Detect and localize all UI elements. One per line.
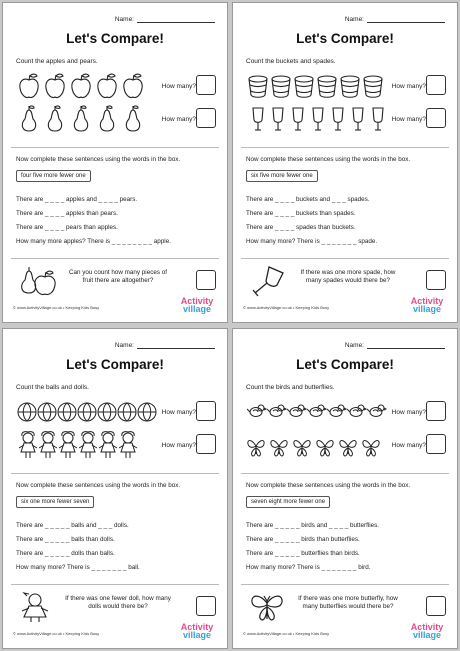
answer-box[interactable]: [196, 75, 216, 95]
worksheet-buckets-spades: [232, 2, 458, 323]
answer-box[interactable]: [426, 108, 446, 128]
instructions: Now complete these sentences using the words in the box.: [246, 482, 411, 489]
sentence: How many more? There is _ _ _ _ _ _ _ ball.: [16, 564, 140, 571]
sentence: There are _ _ _ _ apples and _ _ _ _ pears.: [16, 196, 138, 203]
sentence: There are _ _ _ _ buckets and _ _ _ spades.: [246, 196, 370, 203]
picture-row-2: [243, 104, 448, 134]
picture-row-2: [243, 430, 448, 460]
sentence: There are _ _ _ _ _ balls than dolls.: [16, 536, 115, 543]
question-block: [243, 265, 448, 297]
divider: [11, 584, 219, 585]
divider: [11, 473, 219, 474]
activity-village-logo: Activity village: [410, 295, 444, 315]
instructions: Now complete these sentences using the words in the box.: [246, 156, 411, 163]
name-field[interactable]: Name:: [345, 342, 445, 349]
footer-credit: © www.ActivityVillage.co.uk • Keeping Kids Busy: [13, 305, 100, 310]
sentence: There are _ _ _ _ _ butterflies than birds.: [246, 550, 360, 557]
question-block: [13, 591, 218, 623]
worksheet-title: Let's Compare!: [296, 31, 394, 46]
footer-credit: © www.ActivityVillage.co.uk • Keeping Kids Busy: [13, 631, 100, 636]
answer-box[interactable]: [196, 108, 216, 128]
how-many-label: How many?: [391, 442, 426, 449]
sentence: How many more? There is _ _ _ _ _ _ _ spade.: [246, 238, 378, 245]
sentence: There are _ _ _ _ _ birds and _ _ _ _ butterflies.: [246, 522, 380, 529]
count-label: Count the birds and butterflies.: [246, 384, 335, 391]
picture-row-1: [243, 397, 448, 427]
activity-village-logo: Activity village: [180, 295, 214, 315]
sentence: There are _ _ _ _ pears than apples.: [16, 224, 118, 231]
sentence: There are _ _ _ _ _ birds than butterflies.: [246, 536, 360, 543]
worksheet-apples-pears: [2, 2, 228, 323]
answer-box[interactable]: [426, 434, 446, 454]
sentence: There are _ _ _ _ apples than pears.: [16, 210, 118, 217]
question-text: Can you count how many pieces of fruit there are altogether?: [68, 269, 167, 285]
question-text: If there was one fewer doll, how many dolls would there be?: [65, 595, 171, 611]
picture-row-1: [243, 71, 448, 101]
name-field[interactable]: Name:: [115, 16, 215, 23]
divider: [241, 147, 449, 148]
how-many-label: How many?: [161, 116, 196, 123]
word-box: six five more fewer one: [246, 170, 318, 182]
picture-row-2: [13, 104, 218, 134]
question-block: [243, 591, 448, 623]
picture-row-1: [13, 71, 218, 101]
worksheet-title: Let's Compare!: [66, 357, 164, 372]
butterfly-icon: [247, 430, 387, 460]
divider: [11, 258, 219, 259]
count-label: Count the buckets and spades.: [246, 58, 336, 65]
answer-box[interactable]: [426, 270, 446, 290]
doll-icon: [17, 430, 157, 460]
bucket-icon: [247, 71, 387, 101]
activity-village-logo: Activity village: [410, 621, 444, 641]
name-line[interactable]: [137, 16, 215, 23]
sentence: There are _ _ _ _ _ balls and _ _ _ dolls.: [16, 522, 129, 529]
how-many-label: How many?: [391, 116, 426, 123]
name-line[interactable]: [367, 16, 445, 23]
sentence: How many more apples? There is _ _ _ _ _ _ _ _ apple.: [16, 238, 171, 245]
count-label: Count the apples and pears.: [16, 58, 98, 65]
spade-icon: [245, 265, 289, 297]
activity-village-logo: Activity village: [180, 621, 214, 641]
divider: [241, 473, 449, 474]
name-line[interactable]: [367, 342, 445, 349]
divider: [241, 584, 449, 585]
bird-icon: [247, 397, 387, 427]
answer-box[interactable]: [196, 434, 216, 454]
divider: [11, 147, 219, 148]
ball-icon: [17, 397, 157, 427]
apple-pear-icon: [15, 265, 59, 297]
instructions: Now complete these sentences using the words in the box.: [16, 156, 181, 163]
question-text: If there was one more butterfly, how many butterflies would there be?: [298, 595, 398, 611]
question-block: [13, 265, 218, 297]
doll-icon: [15, 591, 59, 623]
footer-credit: © www.ActivityVillage.co.uk • Keeping Kids Busy: [243, 305, 330, 310]
sentence: There are _ _ _ _ _ dolls than balls.: [16, 550, 115, 557]
pear-icon: [17, 104, 157, 134]
spade-icon: [247, 104, 387, 134]
word-box: four five more fewer one: [16, 170, 91, 182]
worksheet-balls-dolls: [2, 328, 228, 649]
sentence: There are _ _ _ _ buckets than spades.: [246, 210, 356, 217]
name-field[interactable]: Name:: [115, 342, 215, 349]
answer-box[interactable]: [426, 596, 446, 616]
picture-row-2: [13, 430, 218, 460]
worksheet-birds-butterflies: [232, 328, 458, 649]
word-box: seven eight more fewer one: [246, 496, 330, 508]
answer-box[interactable]: [426, 401, 446, 421]
answer-box[interactable]: [426, 75, 446, 95]
word-box: six one more fewer seven: [16, 496, 94, 508]
footer-credit: © www.ActivityVillage.co.uk • Keeping Kids Busy: [243, 631, 330, 636]
sentence: How many more? There is _ _ _ _ _ _ _ bird.: [246, 564, 371, 571]
count-label: Count the balls and dolls.: [16, 384, 89, 391]
sentence: There are _ _ _ _ spades than buckets.: [246, 224, 356, 231]
butterfly-icon: [245, 591, 289, 623]
picture-row-1: [13, 397, 218, 427]
how-many-label: How many?: [161, 409, 196, 416]
instructions: Now complete these sentences using the words in the box.: [16, 482, 181, 489]
answer-box[interactable]: [196, 596, 216, 616]
answer-box[interactable]: [196, 401, 216, 421]
apple-icon: [17, 71, 157, 101]
name-line[interactable]: [137, 342, 215, 349]
question-text: If there was one more spade, how many spades would there be?: [300, 269, 396, 285]
how-many-label: How many?: [391, 83, 426, 90]
divider: [241, 258, 449, 259]
worksheet-title: Let's Compare!: [296, 357, 394, 372]
answer-box[interactable]: [196, 270, 216, 290]
how-many-label: How many?: [161, 442, 196, 449]
how-many-label: How many?: [391, 409, 426, 416]
worksheet-title: Let's Compare!: [66, 31, 164, 46]
how-many-label: How many?: [161, 83, 196, 90]
name-field[interactable]: Name:: [345, 16, 445, 23]
